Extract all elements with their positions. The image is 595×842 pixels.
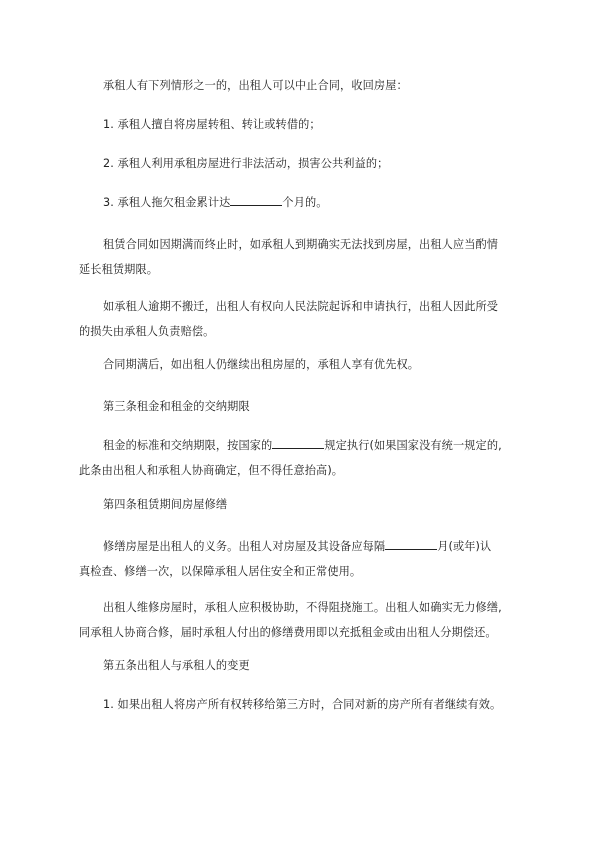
paragraph-text: 承租人有下列情形之一的，出租人可以中止合同，收回房屋： <box>103 79 408 92</box>
paragraph-repair-obligation <box>79 534 523 584</box>
paragraph-termination-conditions <box>103 73 523 98</box>
paragraph-text: 出租人维修房屋时，承租人应积极协助，不得阻挠施工。出租人如确实无力修缮, <box>103 601 502 614</box>
fill-in-blank <box>272 436 324 449</box>
paragraph-text: 同承租人协商合修，届时承租人付出的修缮费用即以充抵租金或由出租人分期偿还。 <box>79 626 497 639</box>
section-heading-4 <box>103 492 523 517</box>
paragraph-text: 延长租赁期限。 <box>79 263 159 276</box>
paragraph-rent-standard <box>79 433 523 483</box>
clause-transfer-ownership <box>103 692 523 717</box>
section-heading-5 <box>103 653 523 678</box>
clause-item-3 <box>103 190 523 215</box>
section-heading-3 <box>103 394 523 419</box>
clause-item-2 <box>103 151 523 176</box>
fill-in-blank <box>230 193 282 206</box>
heading-text: 第四条租赁期间房屋修缮 <box>103 498 228 511</box>
paragraph-text: 的损失由承租人负责赔偿。 <box>79 325 215 338</box>
paragraph-text: 规定执行(如果国家没有统一规定的, <box>324 439 502 452</box>
paragraph-text: 1. 承租人擅自将房屋转租、转让或转借的； <box>103 118 321 131</box>
clause-item-1 <box>103 112 523 137</box>
paragraph-text: 租金的标准和交纳期限，按国家的 <box>103 439 273 452</box>
paragraph-text: 1. 如果出租人将房产所有权转移给第三方时，合同对新的房产所有者继续有效。 <box>103 698 502 711</box>
paragraph-text: 如承租人逾期不搬迁，出租人有权向人民法院起诉和申请执行，出租人因此所受 <box>103 300 499 313</box>
paragraph-text: 2. 承租人利用承租房屋进行非法活动，损害公共利益的； <box>103 157 389 170</box>
paragraph-text: 3. 承租人拖欠租金累计达 <box>103 196 231 209</box>
paragraph-text: 个月的。 <box>282 196 328 209</box>
paragraph-overdue-eviction <box>79 294 523 344</box>
paragraph-text: 此条由出租人和承租人协商确定，但不得任意抬高)。 <box>79 464 344 477</box>
paragraph-text: 真检查、修缮一次，以保障承租人居住安全和正常使用。 <box>79 565 362 578</box>
paragraph-text: 租赁合同如因期满而终止时，如承租人到期确实无法找到房屋，出租人应当酌情 <box>103 238 499 251</box>
heading-text: 第五条出租人与承租人的变更 <box>103 659 250 672</box>
paragraph-lease-extension <box>79 232 523 282</box>
heading-text: 第三条租金和租金的交纳期限 <box>103 400 250 413</box>
fill-in-blank <box>385 537 437 550</box>
paragraph-text: 合同期满后，如出租人仍继续出租房屋的，承租人享有优先权。 <box>103 358 420 371</box>
paragraph-priority-right <box>103 352 523 377</box>
paragraph-repair-cooperation <box>79 595 523 645</box>
paragraph-text: 修缮房屋是出租人的义务。出租人对房屋及其设备应每隔 <box>103 540 386 553</box>
paragraph-text: 月(或年)认 <box>437 540 492 553</box>
